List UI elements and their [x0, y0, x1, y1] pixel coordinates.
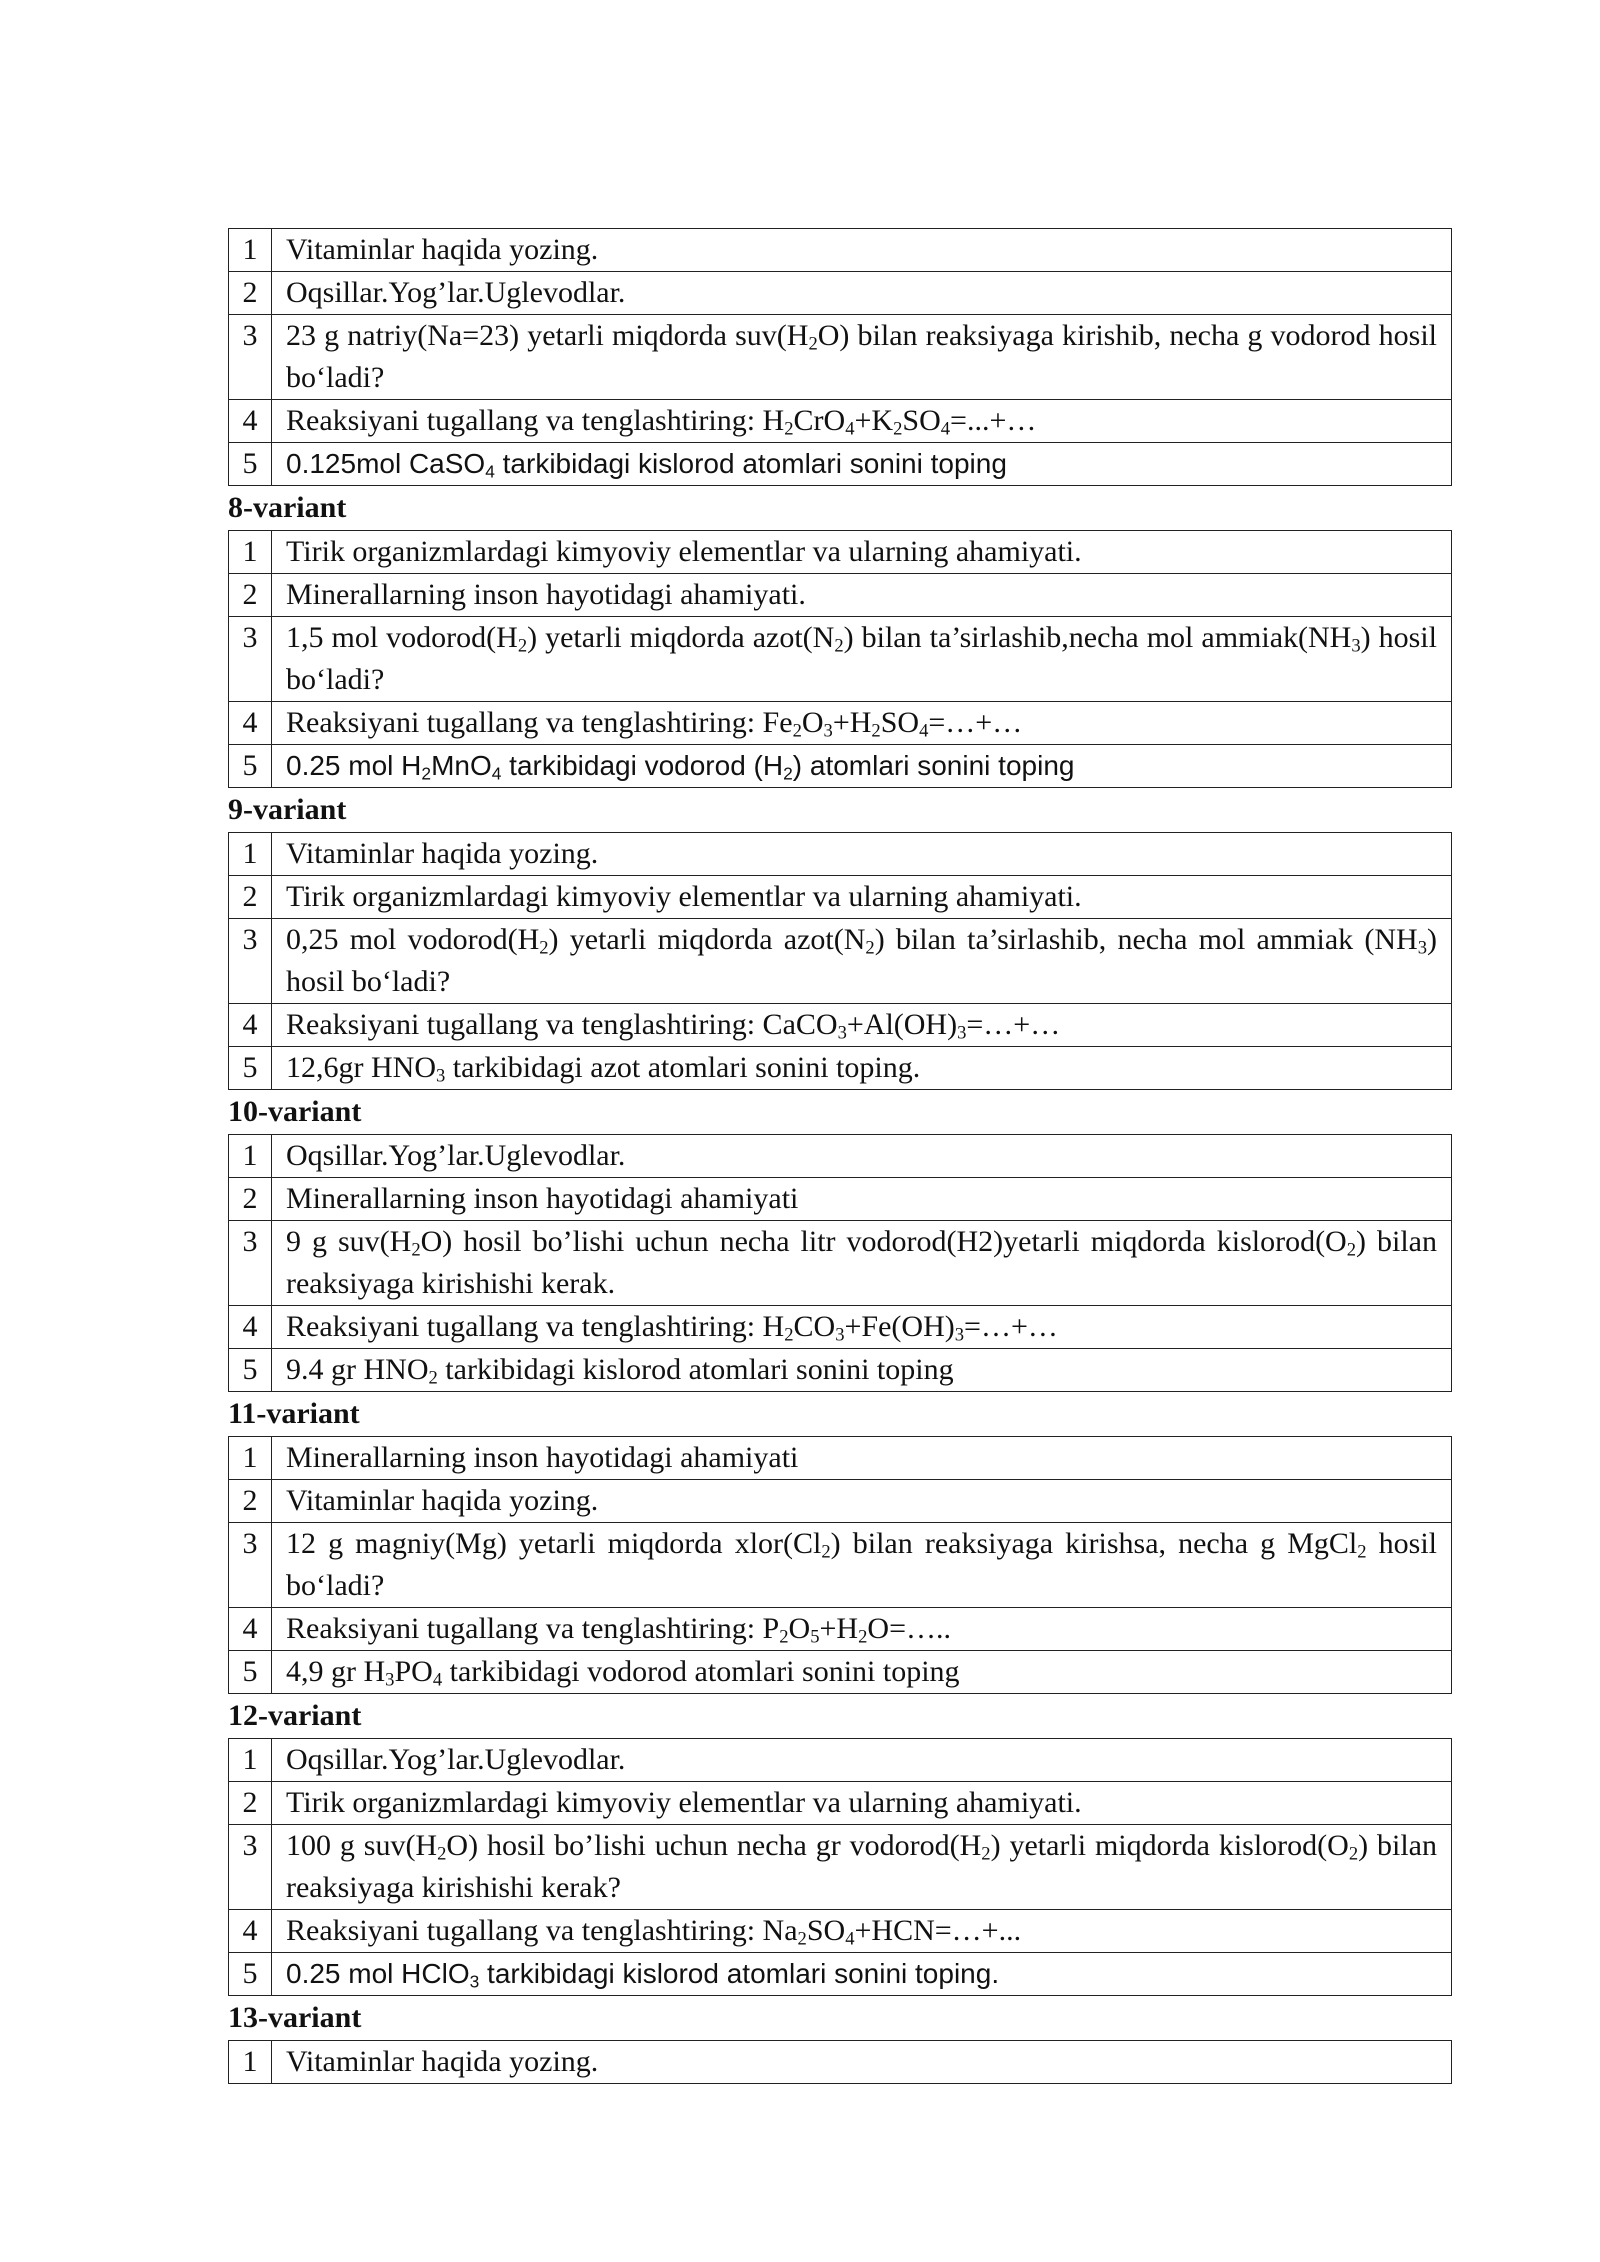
- question-text: 23 g natriy(Na=23) yetarli miqdorda $suv(H_2O)$ bilan reaksiyaga kirishib, necha g vodorod hosil bo‘ladi?: [272, 315, 1452, 400]
- table-row: [229, 1651, 1452, 1694]
- table-row: [229, 574, 1452, 617]
- table-row: [229, 1004, 1452, 1047]
- question-text: Reaksiyani tugallang va tenglashtiring: $H_2CrO_4+K_2SO_4=...+\dots$: [272, 400, 1452, 443]
- question-table: [228, 228, 1452, 486]
- table-row: [229, 617, 1452, 702]
- table-row: [229, 315, 1452, 400]
- question-number: 3: [229, 1825, 272, 1910]
- question-text: Oqsillar.Yog’lar.Uglevodlar.: [272, 272, 1452, 315]
- question-text: Reaksiyani tugallang va tenglashtiring: $Fe_2O_3+H_2SO_4=\dots+\dots$: [272, 702, 1452, 745]
- question-text: 9.4 gr $HNO_2$ tarkibidagi kislorod atomlari sonini toping: [272, 1349, 1452, 1392]
- question-text: Vitaminlar haqida yozing.: [272, 229, 1452, 272]
- question-text: 0.25 mol HClO$_3$ tarkibidagi kislorod atomlari sonini toping.: [272, 1953, 1452, 1996]
- table-row: [229, 531, 1452, 574]
- table-row: [229, 229, 1452, 272]
- question-text: Tirik organizmlardagi kimyoviy elementlar va ularning ahamiyati.: [272, 531, 1452, 574]
- table-row: [229, 272, 1452, 315]
- table-row: [229, 1523, 1452, 1608]
- question-text: Vitaminlar haqida yozing.: [272, 2041, 1452, 2084]
- question-number: 3: [229, 617, 272, 702]
- question-number: 5: [229, 745, 272, 788]
- variant-heading: 13-variant: [228, 2001, 362, 2034]
- question-number: 1: [229, 229, 272, 272]
- table-row: [229, 1910, 1452, 1953]
- question-number: 4: [229, 702, 272, 745]
- table-row: [229, 1825, 1452, 1910]
- question-text: Reaksiyani tugallang va tenglashtiring: $H_2CO_3+Fe(OH)_3=\dots+\dots$: [272, 1306, 1452, 1349]
- question-table: [228, 1738, 1452, 1996]
- question-number: 4: [229, 1306, 272, 1349]
- question-number: 1: [229, 1135, 272, 1178]
- question-text: 12,6gr $HNO_3$ tarkibidagi azot atomlari sonini toping.: [272, 1047, 1452, 1090]
- table-row: [229, 1480, 1452, 1523]
- question-number: 3: [229, 919, 272, 1004]
- table-row: [229, 1306, 1452, 1349]
- question-number: 2: [229, 1480, 272, 1523]
- table-row: [229, 1782, 1452, 1825]
- question-text: Minerallarning inson hayotidagi ahamiyati: [272, 1437, 1452, 1480]
- question-text: 0.125mol CaSO$_4$ tarkibidagi kislorod atomlari sonini toping: [272, 443, 1452, 486]
- question-text: 0.25 mol $H_2MnO_4$ tarkibidagi vodorod $(H_2)$ atomlari sonini toping: [272, 745, 1452, 788]
- table-row: [229, 1221, 1452, 1306]
- question-number: 5: [229, 1047, 272, 1090]
- question-number: 2: [229, 1782, 272, 1825]
- question-table: [228, 832, 1452, 1090]
- table-row: [229, 1739, 1452, 1782]
- question-number: 4: [229, 1910, 272, 1953]
- question-number: 5: [229, 1953, 272, 1996]
- question-table: [228, 530, 1452, 788]
- table-row: [229, 876, 1452, 919]
- question-number: 1: [229, 1437, 272, 1480]
- question-number: 4: [229, 400, 272, 443]
- question-number: 3: [229, 315, 272, 400]
- table-row: [229, 1608, 1452, 1651]
- table-row: [229, 1178, 1452, 1221]
- table-row: [229, 1437, 1452, 1480]
- question-text: Tirik organizmlardagi kimyoviy elementlar va ularning ahamiyati.: [272, 876, 1452, 919]
- question-number: 1: [229, 2041, 272, 2084]
- question-text: 1,5 mol $vodorod(H_2)$ yetarli miqdorda $azot(N_2)$ bilan ta’sirlashib,necha mol $ammiak(NH_3)$ hosil bo‘ladi?: [272, 617, 1452, 702]
- question-number: 2: [229, 272, 272, 315]
- question-number: 5: [229, 443, 272, 486]
- variant-heading: 8-variant: [228, 491, 347, 524]
- table-row: [229, 400, 1452, 443]
- table-row: [229, 702, 1452, 745]
- table-row: [229, 1135, 1452, 1178]
- question-text: Reaksiyani tugallang va tenglashtiring: $CaCO_3+Al(OH)_3=\dots+\dots$: [272, 1004, 1452, 1047]
- question-text: Reaksiyani tugallang va tenglashtiring: $Na_2SO_4+HCN=\dots+$...: [272, 1910, 1452, 1953]
- question-number: 4: [229, 1004, 272, 1047]
- question-number: 2: [229, 876, 272, 919]
- question-text: Oqsillar.Yog’lar.Uglevodlar.: [272, 1739, 1452, 1782]
- question-text: 12 g magniy(Mg) yetarli miqdorda $xlor(Cl_2)$ bilan reaksiyaga kirishsa, necha g MgCl$_2$ hosil bo‘ladi?: [272, 1523, 1452, 1608]
- question-text: Oqsillar.Yog’lar.Uglevodlar.: [272, 1135, 1452, 1178]
- question-text: Minerallarning inson hayotidagi ahamiyati.: [272, 574, 1452, 617]
- question-number: 2: [229, 1178, 272, 1221]
- question-text: 9 g $suv(H_2O)$ hosil bo’lishi uchun necha litr vodorod(H2)yetarli miqdorda $kislorod(O_2)$ bilan reaksiyaga kirishishi kerak.: [272, 1221, 1452, 1306]
- question-table: [228, 1134, 1452, 1392]
- question-text: Tirik organizmlardagi kimyoviy elementlar va ularning ahamiyati.: [272, 1782, 1452, 1825]
- table-row: [229, 1047, 1452, 1090]
- variant-heading: 9-variant: [228, 793, 347, 826]
- question-number: 4: [229, 1608, 272, 1651]
- question-text: 4,9 gr $H_3PO_4$ tarkibidagi vodorod atomlari sonini toping: [272, 1651, 1452, 1694]
- question-table: [228, 2040, 1452, 2084]
- question-text: Vitaminlar haqida yozing.: [272, 833, 1452, 876]
- question-number: 1: [229, 833, 272, 876]
- question-table: [228, 1436, 1452, 1694]
- question-text: 0,25 mol $vodorod(H_2)$ yetarli miqdorda $azot(N_2)$ bilan ta’sirlashib, necha mol ammiak $(NH_3)$ hosil bo‘ladi?: [272, 919, 1452, 1004]
- question-text: Minerallarning inson hayotidagi ahamiyati: [272, 1178, 1452, 1221]
- question-number: 5: [229, 1651, 272, 1694]
- question-text: Vitaminlar haqida yozing.: [272, 1480, 1452, 1523]
- table-row: [229, 1349, 1452, 1392]
- question-number: 2: [229, 574, 272, 617]
- document-page: [228, 228, 1452, 2084]
- table-row: [229, 919, 1452, 1004]
- question-text: 100 g $suv(H_2O)$ hosil bo’lishi uchun necha gr $vodorod(H_2)$ yetarli miqdorda $kislorod(O_2)$ bilan reaksiyaga kirishishi kerak?: [272, 1825, 1452, 1910]
- variant-heading: 11-variant: [228, 1397, 360, 1430]
- question-number: 5: [229, 1349, 272, 1392]
- question-text: Reaksiyani tugallang va tenglashtiring: $P_2O_5+H_2O=\dots$..: [272, 1608, 1452, 1651]
- table-row: [229, 745, 1452, 788]
- table-row: [229, 443, 1452, 486]
- table-row: [229, 2041, 1452, 2084]
- variant-heading: 12-variant: [228, 1699, 362, 1732]
- question-number: 3: [229, 1221, 272, 1306]
- question-number: 3: [229, 1523, 272, 1608]
- table-row: [229, 833, 1452, 876]
- variant-heading: 10-variant: [228, 1095, 362, 1128]
- question-number: 1: [229, 1739, 272, 1782]
- table-row: [229, 1953, 1452, 1996]
- question-number: 1: [229, 531, 272, 574]
